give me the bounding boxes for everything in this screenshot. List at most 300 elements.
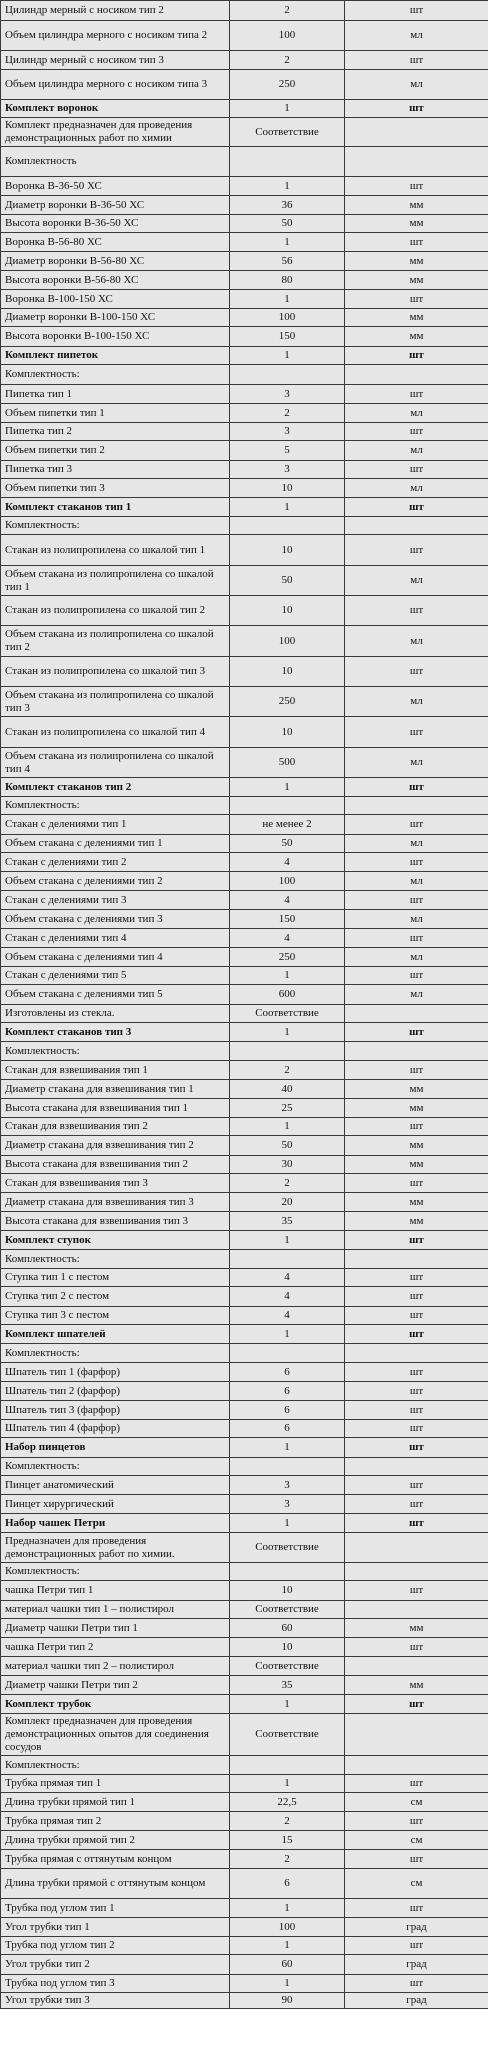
item-unit — [345, 1250, 488, 1269]
table-row — [1, 835, 488, 853]
item-name: материал чашки тип 2 – полистирол — [1, 1657, 230, 1676]
item-value: 35 — [230, 1676, 345, 1695]
item-unit: мм — [345, 271, 488, 290]
item-value: 40 — [230, 1080, 345, 1099]
item-name: Комплект пипеток — [1, 347, 230, 365]
item-unit: мм — [345, 1676, 488, 1695]
item-unit: шт — [345, 1382, 488, 1401]
item-name: Угол трубки тип 2 — [1, 1955, 230, 1975]
table-row — [1, 1136, 488, 1156]
item-name: чашка Петри тип 2 — [1, 1638, 230, 1657]
table-row — [1, 1638, 488, 1657]
table-row — [1, 271, 488, 290]
item-name: Комплект трубок — [1, 1695, 230, 1714]
table-row — [1, 479, 488, 498]
table-row — [1, 1099, 488, 1118]
item-unit — [345, 1601, 488, 1619]
item-name: Диаметр чашки Петри тип 2 — [1, 1676, 230, 1695]
item-unit: шт — [345, 1287, 488, 1307]
item-value: 22,5 — [230, 1793, 345, 1812]
item-unit: шт — [345, 717, 488, 748]
specification-table-body — [1, 1, 488, 2009]
item-value: 50 — [230, 566, 345, 596]
item-name: Комплектность: — [1, 517, 230, 535]
item-unit: шт — [345, 1023, 488, 1042]
table-row — [1, 596, 488, 626]
table-row — [1, 1775, 488, 1793]
table-row — [1, 687, 488, 717]
item-value: 100 — [230, 872, 345, 891]
item-value: 2 — [230, 1174, 345, 1193]
table-row — [1, 1955, 488, 1975]
table-row — [1, 1193, 488, 1212]
item-value: 100 — [230, 21, 345, 51]
item-unit: мл — [345, 985, 488, 1005]
table-row — [1, 1382, 488, 1401]
item-name: Стакан с делениями тип 3 — [1, 891, 230, 910]
item-value: 2 — [230, 1061, 345, 1080]
table-row — [1, 626, 488, 657]
item-name: Объем стакана с делениями тип 3 — [1, 910, 230, 929]
item-unit — [345, 1005, 488, 1023]
item-name: Стакан из полипропилена со шкалой тип 4 — [1, 717, 230, 748]
item-value — [230, 1458, 345, 1476]
item-value — [230, 1756, 345, 1775]
table-row — [1, 1676, 488, 1695]
table-row — [1, 1657, 488, 1676]
item-unit — [345, 147, 488, 177]
item-name: Объем стакана из полипропилена со шкалой тип 1 — [1, 566, 230, 596]
item-name: Стакан для взвешивания тип 3 — [1, 1174, 230, 1193]
table-row — [1, 1061, 488, 1080]
item-unit: мм — [345, 1080, 488, 1099]
item-unit: шт — [345, 778, 488, 797]
item-unit: шт — [345, 1495, 488, 1514]
item-unit: шт — [345, 1812, 488, 1831]
item-name: Объем цилиндра мерного с носиком типа 2 — [1, 21, 230, 51]
item-unit: мм — [345, 215, 488, 233]
table-row — [1, 948, 488, 967]
item-unit: шт — [345, 1899, 488, 1918]
item-value: 6 — [230, 1869, 345, 1899]
item-name: Длина трубки прямой тип 2 — [1, 1831, 230, 1850]
item-value: 2 — [230, 1, 345, 21]
item-unit: шт — [345, 1937, 488, 1955]
item-name: Пипетка тип 3 — [1, 461, 230, 479]
item-name: чашка Петри тип 1 — [1, 1581, 230, 1601]
item-name: Комплект предназначен для проведения демонстрационных работ по химии — [1, 118, 230, 147]
item-value: 35 — [230, 1212, 345, 1231]
item-name: Комплект стаканов тип 2 — [1, 778, 230, 797]
item-value: 50 — [230, 835, 345, 853]
item-name: Воронка В-56-80 ХС — [1, 233, 230, 252]
item-value: 25 — [230, 1099, 345, 1118]
item-name: Комплект стаканов тип 3 — [1, 1023, 230, 1042]
item-unit: шт — [345, 177, 488, 196]
item-unit: шт — [345, 1850, 488, 1869]
item-name: Объем стакана с делениями тип 2 — [1, 872, 230, 891]
item-unit: мл — [345, 626, 488, 657]
table-row — [1, 1476, 488, 1495]
item-value: 150 — [230, 910, 345, 929]
table-row — [1, 535, 488, 566]
item-unit: мл — [345, 687, 488, 717]
item-value: 3 — [230, 1476, 345, 1495]
item-name: Стакан из полипропилена со шкалой тип 3 — [1, 657, 230, 687]
item-value: 3 — [230, 1495, 345, 1514]
table-row — [1, 196, 488, 215]
item-value: 150 — [230, 327, 345, 347]
item-value: 1 — [230, 1775, 345, 1793]
item-value: Соответствие — [230, 118, 345, 147]
item-name: Трубка прямая с оттянутым концом — [1, 1850, 230, 1869]
item-name: Объем стакана с делениями тип 1 — [1, 835, 230, 853]
table-row — [1, 1118, 488, 1136]
table-row — [1, 1344, 488, 1363]
item-value: 90 — [230, 1993, 345, 2009]
table-row — [1, 566, 488, 596]
table-row — [1, 1458, 488, 1476]
item-unit: шт — [345, 385, 488, 404]
item-name: Стакан из полипропилена со шкалой тип 1 — [1, 535, 230, 566]
table-row — [1, 1850, 488, 1869]
item-value: 36 — [230, 196, 345, 215]
item-name: Объем стакана из полипропилена со шкалой тип 4 — [1, 748, 230, 778]
table-row — [1, 985, 488, 1005]
table-row — [1, 309, 488, 327]
item-unit — [345, 1042, 488, 1061]
table-row — [1, 70, 488, 100]
table-row — [1, 1307, 488, 1325]
item-unit: шт — [345, 1231, 488, 1250]
item-name: Пипетка тип 1 — [1, 385, 230, 404]
item-unit — [345, 365, 488, 385]
item-value — [230, 147, 345, 177]
item-name: Комплектность: — [1, 797, 230, 815]
item-unit — [345, 1563, 488, 1581]
item-unit: мм — [345, 1099, 488, 1118]
item-name: материал чашки тип 1 – полистирол — [1, 1601, 230, 1619]
item-unit — [345, 1533, 488, 1563]
item-value: 1 — [230, 1325, 345, 1344]
item-name: Стакан для взвешивания тип 2 — [1, 1118, 230, 1136]
item-value: 1 — [230, 1438, 345, 1458]
item-value: 6 — [230, 1382, 345, 1401]
table-row — [1, 910, 488, 929]
item-unit: шт — [345, 535, 488, 566]
item-unit: шт — [345, 1118, 488, 1136]
item-name: Стакан с делениями тип 2 — [1, 853, 230, 872]
table-row — [1, 1250, 488, 1269]
item-value: 500 — [230, 748, 345, 778]
table-row — [1, 967, 488, 985]
item-value: Соответствие — [230, 1714, 345, 1756]
table-row — [1, 853, 488, 872]
item-unit: шт — [345, 929, 488, 948]
item-unit: мл — [345, 948, 488, 967]
item-unit: шт — [345, 891, 488, 910]
item-unit: мм — [345, 1619, 488, 1638]
item-name: Комплектность: — [1, 1042, 230, 1061]
item-name: Комплектность: — [1, 1250, 230, 1269]
item-unit — [345, 1657, 488, 1676]
item-value: 4 — [230, 891, 345, 910]
item-name: Ступка тип 3 с пестом — [1, 1307, 230, 1325]
table-row — [1, 233, 488, 252]
item-name: Трубка прямая тип 1 — [1, 1775, 230, 1793]
item-name: Ступка тип 2 с пестом — [1, 1287, 230, 1307]
item-value: 6 — [230, 1401, 345, 1420]
table-row — [1, 1714, 488, 1756]
table-row — [1, 215, 488, 233]
table-row — [1, 1495, 488, 1514]
item-unit: шт — [345, 1476, 488, 1495]
item-name: Набор чашек Петри — [1, 1514, 230, 1533]
item-unit: град — [345, 1993, 488, 2009]
item-value: 1 — [230, 290, 345, 309]
item-unit: шт — [345, 100, 488, 118]
item-unit: шт — [345, 1401, 488, 1420]
item-value: 60 — [230, 1955, 345, 1975]
table-row — [1, 1174, 488, 1193]
table-row — [1, 147, 488, 177]
item-unit: шт — [345, 347, 488, 365]
table-row — [1, 717, 488, 748]
item-unit: шт — [345, 1514, 488, 1533]
item-value: 1 — [230, 498, 345, 517]
item-name: Трубка под углом тип 2 — [1, 1937, 230, 1955]
item-value: 10 — [230, 717, 345, 748]
item-value: 10 — [230, 1581, 345, 1601]
item-name: Цилиндр мерный с носиком тип 2 — [1, 1, 230, 21]
item-name: Объем пипетки тип 2 — [1, 441, 230, 461]
item-unit: мм — [345, 1212, 488, 1231]
item-unit: шт — [345, 498, 488, 517]
table-row — [1, 748, 488, 778]
item-value: Соответствие — [230, 1657, 345, 1676]
table-row — [1, 252, 488, 271]
item-name: Объем стакана с делениями тип 5 — [1, 985, 230, 1005]
table-row — [1, 1156, 488, 1174]
item-value: 1 — [230, 967, 345, 985]
item-name: Комплектность: — [1, 1458, 230, 1476]
item-name: Диаметр стакана для взвешивания тип 3 — [1, 1193, 230, 1212]
table-row — [1, 1869, 488, 1899]
item-value: 3 — [230, 461, 345, 479]
item-name: Комплект предназначен для проведения демонстрационных опытов для соединения сосудов — [1, 1714, 230, 1756]
item-unit: мл — [345, 566, 488, 596]
item-value: 250 — [230, 687, 345, 717]
item-unit: шт — [345, 1269, 488, 1287]
item-value: 3 — [230, 423, 345, 441]
table-row — [1, 1005, 488, 1023]
table-row — [1, 1401, 488, 1420]
table-row — [1, 1231, 488, 1250]
item-value: 250 — [230, 948, 345, 967]
item-unit: мм — [345, 196, 488, 215]
item-value: 20 — [230, 1193, 345, 1212]
item-unit: шт — [345, 1581, 488, 1601]
item-name: Объем пипетки тип 3 — [1, 479, 230, 498]
table-row — [1, 929, 488, 948]
item-unit: см — [345, 1793, 488, 1812]
item-value: 6 — [230, 1420, 345, 1438]
table-row — [1, 1023, 488, 1042]
item-value — [230, 1250, 345, 1269]
table-row — [1, 1756, 488, 1775]
table-row — [1, 1420, 488, 1438]
item-unit: шт — [345, 1, 488, 21]
item-unit: мл — [345, 441, 488, 461]
item-name: Угол трубки тип 3 — [1, 1993, 230, 2009]
item-name: Диаметр воронки В-36-50 ХС — [1, 196, 230, 215]
item-name: Комплектность: — [1, 1344, 230, 1363]
table-row — [1, 498, 488, 517]
item-name: Пинцет анатомический — [1, 1476, 230, 1495]
table-row — [1, 290, 488, 309]
item-name: Объем цилиндра мерного с носиком типа 3 — [1, 70, 230, 100]
item-value: 2 — [230, 404, 345, 423]
item-value: 10 — [230, 657, 345, 687]
item-value: 100 — [230, 626, 345, 657]
item-value: 5 — [230, 441, 345, 461]
item-name: Длина трубки прямой тип 1 — [1, 1793, 230, 1812]
item-value: 4 — [230, 929, 345, 948]
item-unit: см — [345, 1831, 488, 1850]
item-value: 2 — [230, 1850, 345, 1869]
item-unit: мл — [345, 479, 488, 498]
table-row — [1, 815, 488, 835]
item-name: Комплектность: — [1, 365, 230, 385]
item-name: Высота стакана для взвешивания тип 3 — [1, 1212, 230, 1231]
table-row — [1, 1695, 488, 1714]
item-unit: мм — [345, 1136, 488, 1156]
item-unit: шт — [345, 596, 488, 626]
item-name: Комплектность — [1, 147, 230, 177]
item-name: Стакан с делениями тип 1 — [1, 815, 230, 835]
table-row — [1, 1918, 488, 1937]
table-row — [1, 1080, 488, 1099]
item-value — [230, 1042, 345, 1061]
item-value: 1 — [230, 1118, 345, 1136]
item-name: Стакан для взвешивания тип 1 — [1, 1061, 230, 1080]
item-value: 1 — [230, 778, 345, 797]
table-row — [1, 797, 488, 815]
item-value: 80 — [230, 271, 345, 290]
item-unit: шт — [345, 1438, 488, 1458]
item-unit: шт — [345, 1695, 488, 1714]
item-value: 4 — [230, 1269, 345, 1287]
item-name: Высота стакана для взвешивания тип 1 — [1, 1099, 230, 1118]
item-unit: шт — [345, 461, 488, 479]
item-value: 15 — [230, 1831, 345, 1850]
item-value: 1 — [230, 177, 345, 196]
table-row — [1, 1287, 488, 1307]
item-unit: град — [345, 1955, 488, 1975]
item-value: 30 — [230, 1156, 345, 1174]
item-value — [230, 1563, 345, 1581]
table-row — [1, 1438, 488, 1458]
item-value: 10 — [230, 479, 345, 498]
item-value: 3 — [230, 385, 345, 404]
table-row — [1, 51, 488, 70]
table-row — [1, 1812, 488, 1831]
item-value — [230, 517, 345, 535]
item-name: Шпатель тип 3 (фарфор) — [1, 1401, 230, 1420]
item-name: Диаметр стакана для взвешивания тип 1 — [1, 1080, 230, 1099]
item-value: 1 — [230, 1514, 345, 1533]
item-value: 1 — [230, 1975, 345, 1993]
item-value: 4 — [230, 853, 345, 872]
item-value: 10 — [230, 596, 345, 626]
table-row — [1, 1269, 488, 1287]
item-unit: град — [345, 1918, 488, 1937]
item-name: Воронка В-100-150 ХС — [1, 290, 230, 309]
item-unit: шт — [345, 1975, 488, 1993]
item-unit: шт — [345, 657, 488, 687]
item-value: 6 — [230, 1363, 345, 1382]
item-name: Трубка под углом тип 1 — [1, 1899, 230, 1918]
item-value: 56 — [230, 252, 345, 271]
table-row — [1, 327, 488, 347]
item-value: 60 — [230, 1619, 345, 1638]
item-unit — [345, 517, 488, 535]
item-unit: шт — [345, 51, 488, 70]
item-value — [230, 365, 345, 385]
item-name: Ступка тип 1 с пестом — [1, 1269, 230, 1287]
item-value: 100 — [230, 309, 345, 327]
item-name: Комплектность: — [1, 1756, 230, 1775]
table-row — [1, 441, 488, 461]
item-name: Набор пинцетов — [1, 1438, 230, 1458]
table-row — [1, 1563, 488, 1581]
table-row — [1, 1975, 488, 1993]
table-row — [1, 891, 488, 910]
item-unit: мл — [345, 910, 488, 929]
table-row — [1, 1212, 488, 1231]
table-row — [1, 1581, 488, 1601]
item-name: Комплектность: — [1, 1563, 230, 1581]
item-value — [230, 1344, 345, 1363]
item-unit: мм — [345, 1156, 488, 1174]
table-row — [1, 365, 488, 385]
item-name: Длина трубки прямой с оттянутым концом — [1, 1869, 230, 1899]
item-name: Комплект шпателей — [1, 1325, 230, 1344]
item-value: 1 — [230, 1899, 345, 1918]
table-row — [1, 461, 488, 479]
item-name: Диаметр стакана для взвешивания тип 2 — [1, 1136, 230, 1156]
item-unit — [345, 797, 488, 815]
item-unit: мл — [345, 872, 488, 891]
table-row — [1, 1937, 488, 1955]
item-unit: шт — [345, 233, 488, 252]
item-unit: шт — [345, 1638, 488, 1657]
item-unit — [345, 1714, 488, 1756]
item-name: Диаметр воронки В-56-80 ХС — [1, 252, 230, 271]
item-unit — [345, 1344, 488, 1363]
table-row — [1, 1042, 488, 1061]
item-value: 4 — [230, 1287, 345, 1307]
item-name: Высота воронки В-36-50 ХС — [1, 215, 230, 233]
item-value: Соответствие — [230, 1601, 345, 1619]
item-value: 1 — [230, 233, 345, 252]
item-unit: мм — [345, 309, 488, 327]
table-row — [1, 1793, 488, 1812]
item-value: 1 — [230, 1695, 345, 1714]
table-row — [1, 1993, 488, 2009]
item-name: Стакан из полипропилена со шкалой тип 2 — [1, 596, 230, 626]
item-unit: шт — [345, 1174, 488, 1193]
